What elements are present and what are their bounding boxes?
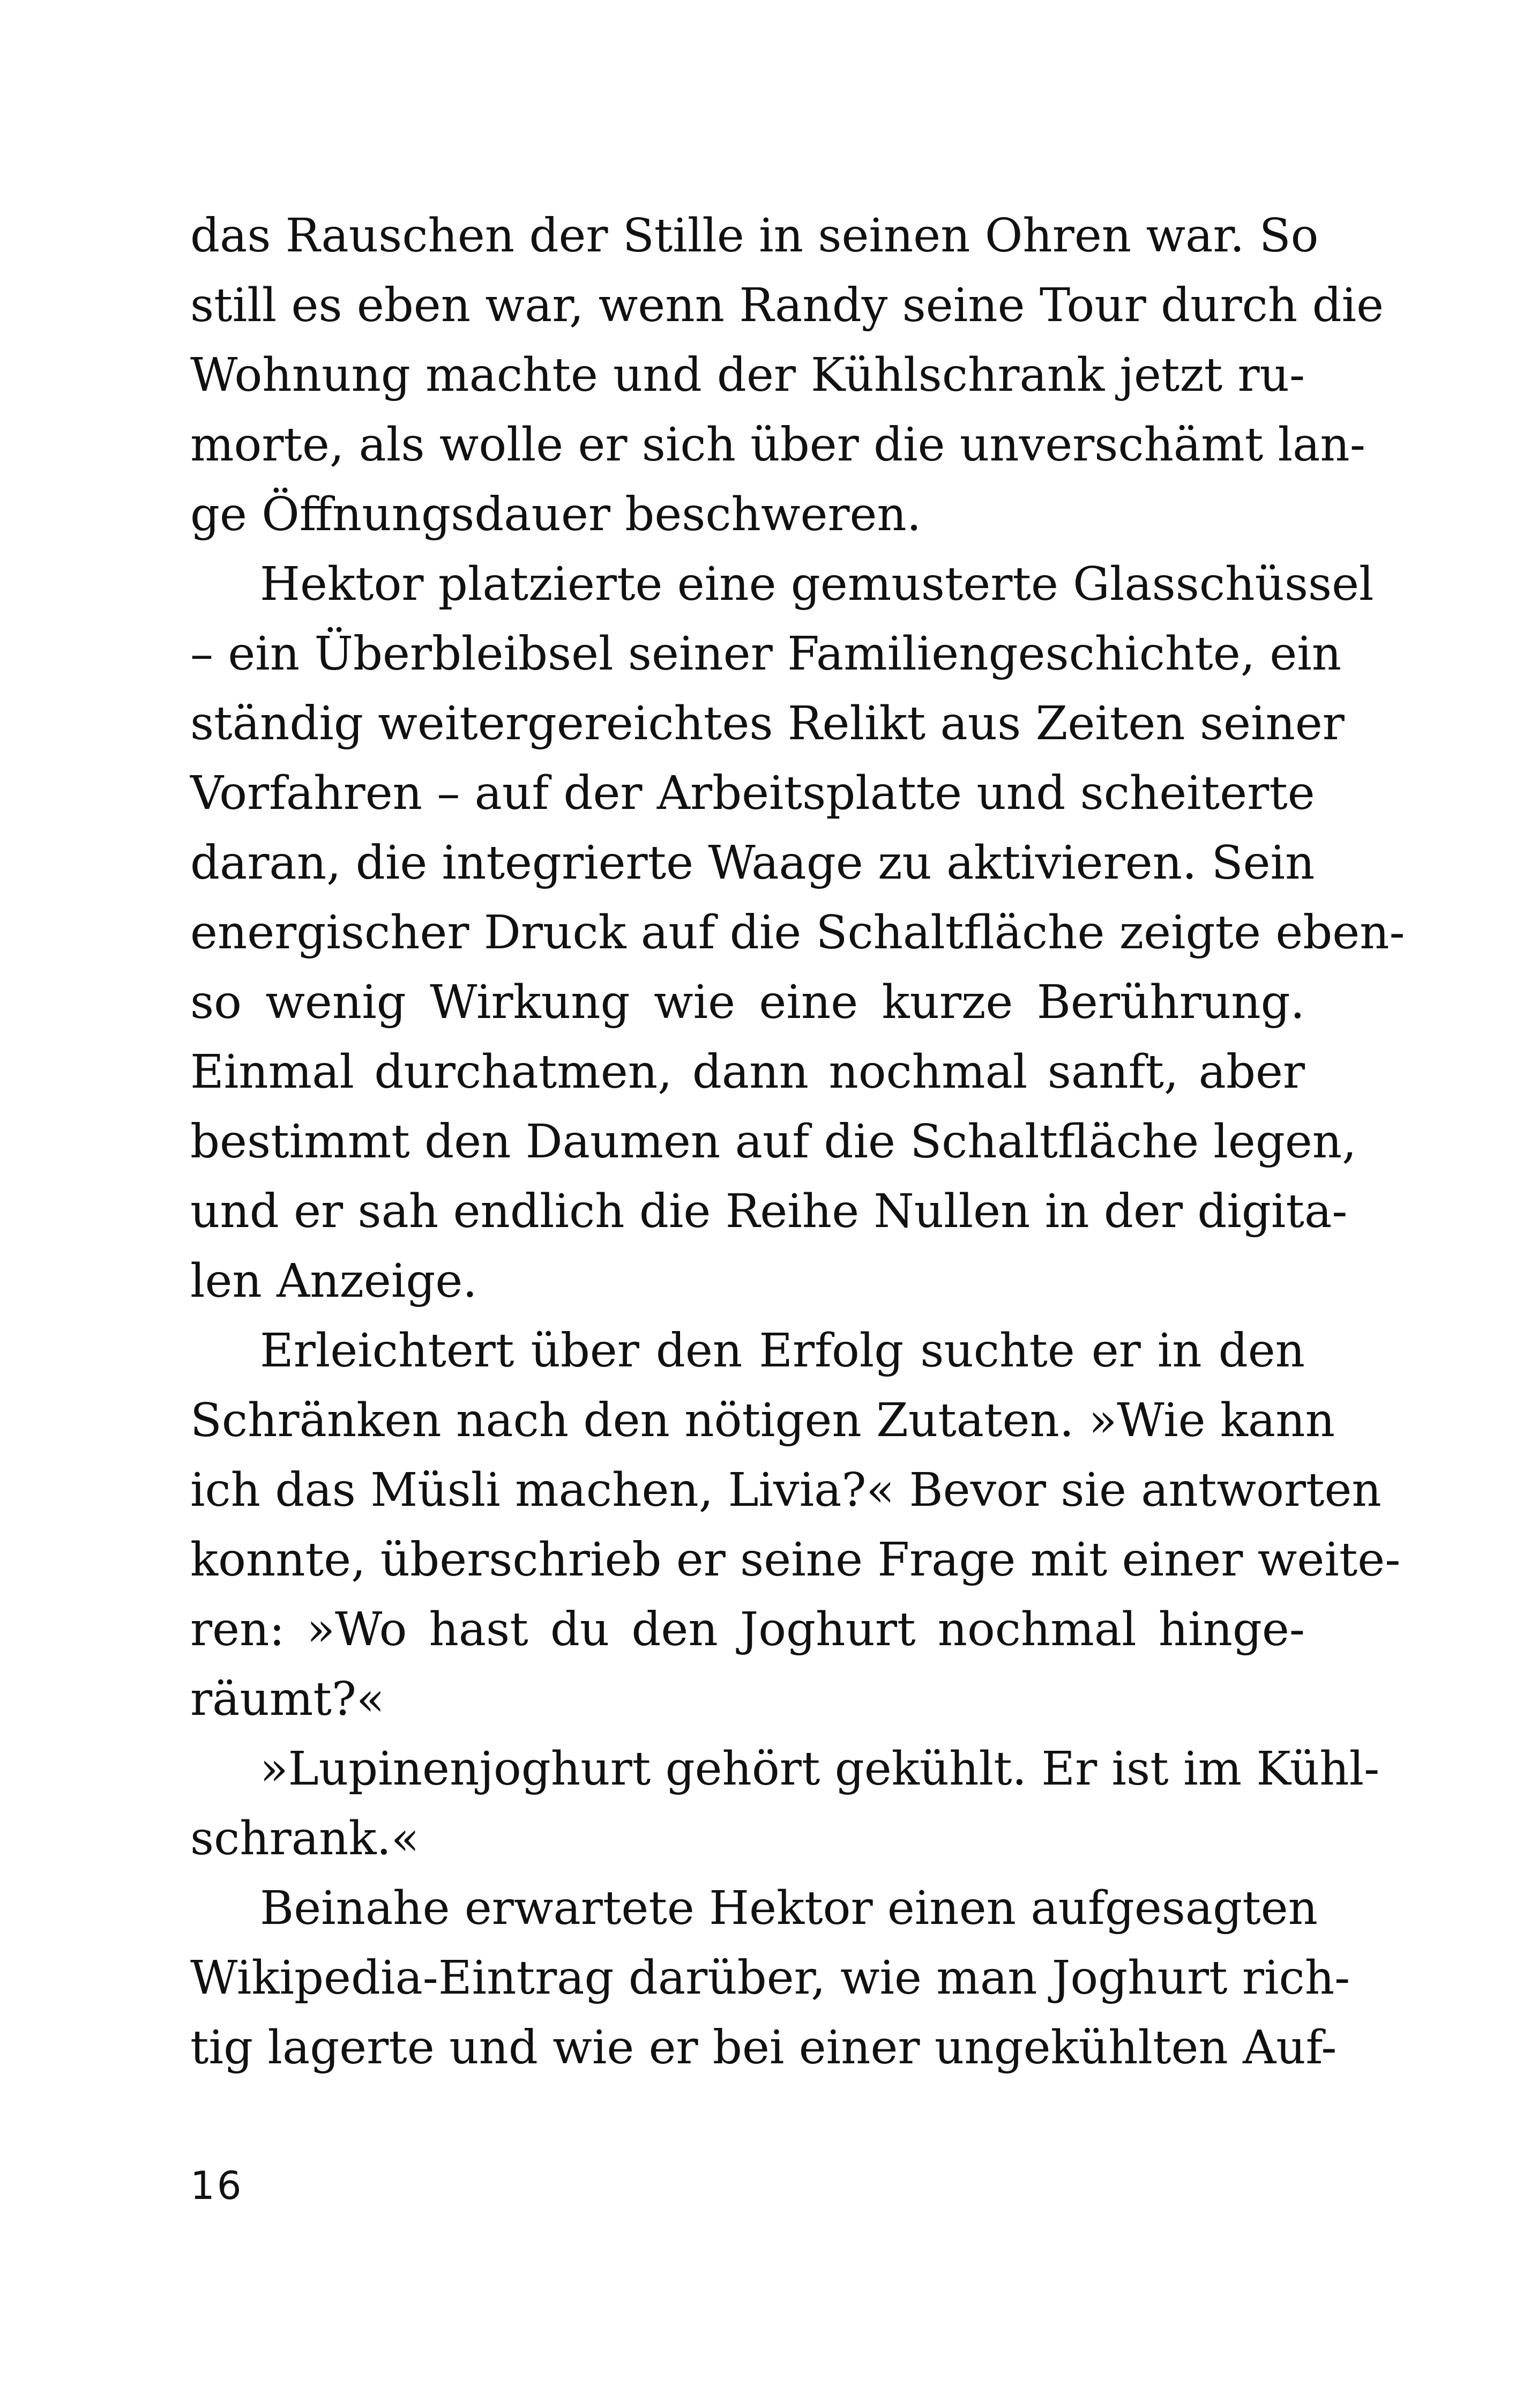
text-line: räumt?« <box>190 1673 385 1726</box>
text-line: und er sah endlich die Reihe Nullen in der digita- <box>190 1185 1348 1238</box>
text-line: daran, die integrierte Waage zu aktivieren. Sein <box>190 836 1315 890</box>
text-line: so wenig Wirkung wie eine kurze Berührung. <box>190 976 1305 1029</box>
text-line: Erleichtert über den Erfolg suchte er in den <box>260 1324 1305 1378</box>
text-line: Beinahe erwartete Hektor einen aufgesagten <box>260 1882 1318 1935</box>
text-line: bestimmt den Daumen auf die Schaltfläche legen, <box>190 1115 1357 1169</box>
text-line: das Rauschen der Stille in seinen Ohren war. So <box>190 209 1319 263</box>
text-line: len Anzeige. <box>190 1254 477 1308</box>
text-line: »Lupinenjoghurt gehört gekühlt. Er ist im Kühl- <box>260 1742 1380 1796</box>
page-number: 16 <box>190 2163 244 2208</box>
text-line: still es eben war, wenn Randy seine Tour durch die <box>190 279 1384 332</box>
text-line: morte, als wolle er sich über die unverschämt lan- <box>190 418 1365 472</box>
text-line: schrank.« <box>190 1812 420 1866</box>
text-line: Wohnung machte und der Kühlschrank jetzt ru- <box>190 348 1305 402</box>
text-line: ständig weitergereichtes Relikt aus Zeiten seiner <box>190 697 1345 750</box>
text-line: energischer Druck auf die Schaltfläche zeigte eben- <box>190 906 1405 960</box>
text-line: konnte, überschrieb er seine Frage mit einer weite- <box>190 1533 1401 1587</box>
body-text <box>190 201 1405 2083</box>
text-line: Vorfahren – auf der Arbeitsplatte und scheiterte <box>190 767 1315 820</box>
text-line: tig lagerte und wie er bei einer ungekühlten Auf- <box>190 2021 1337 2075</box>
text-line: ich das Müsli machen, Livia?« Bevor sie antworten <box>190 1463 1382 1517</box>
text-line: Schränken nach den nötigen Zutaten. »Wie kann <box>190 1394 1335 1447</box>
text-line: ren: »Wo hast du den Joghurt nochmal hinge- <box>190 1603 1305 1656</box>
text-line: Hektor platzierte eine gemusterte Glasschüssel <box>260 558 1374 611</box>
text-line: Wikipedia-Eintrag darüber, wie man Joghurt rich- <box>190 1951 1350 2005</box>
text-line: Einmal durchatmen, dann nochmal sanft, aber <box>190 1045 1305 1099</box>
text-line: ge Öffnungsdauer beschweren. <box>190 488 922 541</box>
text-line: – ein Überbleibsel seiner Familiengeschichte, ein <box>190 627 1342 681</box>
